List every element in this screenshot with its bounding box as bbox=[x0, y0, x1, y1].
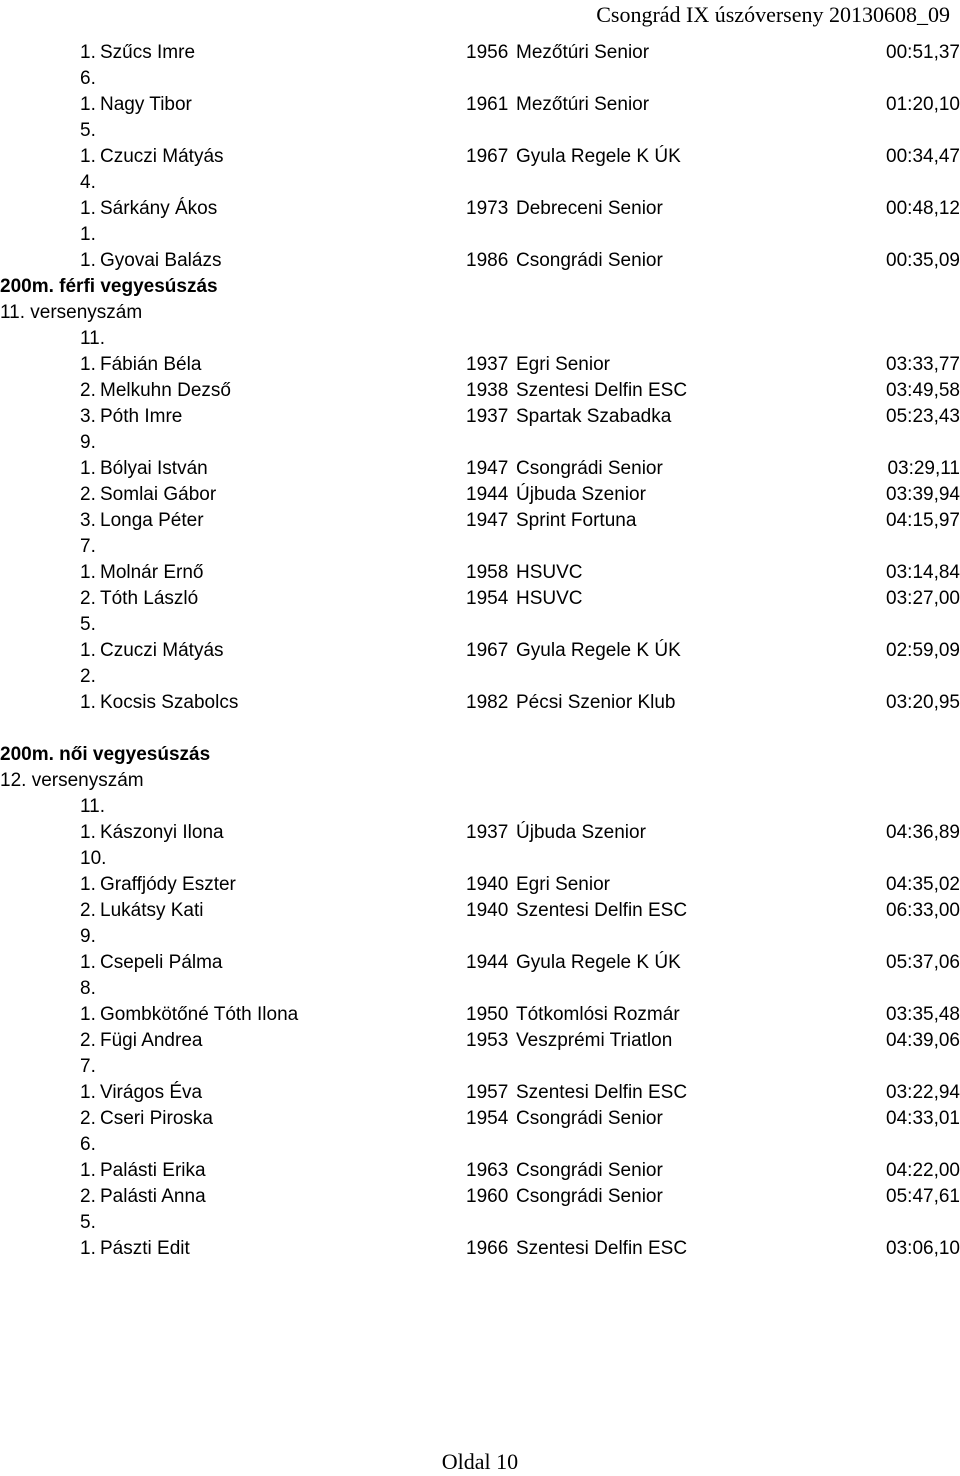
result-place: 2. bbox=[80, 1030, 96, 1051]
club-name: Egri Senior bbox=[516, 354, 610, 375]
birth-year: 1966 bbox=[466, 1238, 509, 1259]
result-row bbox=[0, 92, 960, 118]
event-number: 12. versenyszám bbox=[0, 770, 144, 791]
result-time: 00:34,47 bbox=[886, 146, 960, 167]
swimmer-name: Nagy Tibor bbox=[100, 94, 192, 115]
club-name: Pécsi Szenior Klub bbox=[516, 692, 676, 713]
result-row bbox=[0, 586, 960, 612]
age-group-row bbox=[0, 534, 960, 560]
club-name: Csongrádi Senior bbox=[516, 1186, 663, 1207]
result-time: 05:37,06 bbox=[886, 952, 960, 973]
age-group-row bbox=[0, 326, 960, 352]
swimmer-name: Sárkány Ákos bbox=[100, 198, 218, 219]
club-name: HSUVC bbox=[516, 588, 583, 609]
swimmer-name: Bólyai István bbox=[100, 458, 208, 479]
result-time: 04:15,97 bbox=[886, 510, 960, 531]
result-time: 00:35,09 bbox=[886, 250, 960, 271]
result-row bbox=[0, 690, 960, 716]
result-place: 1. bbox=[80, 354, 96, 375]
result-place: 2. bbox=[80, 484, 96, 505]
club-name: Veszprémi Triatlon bbox=[516, 1030, 673, 1051]
result-row bbox=[0, 898, 960, 924]
result-place: 1. bbox=[80, 640, 96, 661]
result-row bbox=[0, 1028, 960, 1054]
age-group-row bbox=[0, 846, 960, 872]
result-place: 3. bbox=[80, 406, 96, 427]
result-place: 1. bbox=[80, 822, 96, 843]
swimmer-name: Gyovai Balázs bbox=[100, 250, 222, 271]
club-name: Szentesi Delfin ESC bbox=[516, 1082, 688, 1103]
result-row bbox=[0, 560, 960, 586]
result-time: 03:27,00 bbox=[886, 588, 960, 609]
age-group-label: 5. bbox=[80, 1212, 96, 1233]
age-group-label: 7. bbox=[80, 1056, 96, 1077]
result-row bbox=[0, 1158, 960, 1184]
result-time: 01:20,10 bbox=[886, 94, 960, 115]
result-time: 02:59,09 bbox=[886, 640, 960, 661]
result-place: 1. bbox=[80, 1160, 96, 1181]
swimmer-name: Somlai Gábor bbox=[100, 484, 217, 505]
result-place: 2. bbox=[80, 380, 96, 401]
result-time: 03:49,58 bbox=[886, 380, 960, 401]
birth-year: 1937 bbox=[466, 822, 509, 843]
event-title: 200m. női vegyesúszás bbox=[0, 744, 211, 765]
birth-year: 1940 bbox=[466, 900, 509, 921]
birth-year: 1937 bbox=[466, 354, 509, 375]
birth-year: 1944 bbox=[466, 952, 509, 973]
result-place: 1. bbox=[80, 198, 96, 219]
age-group-row bbox=[0, 1054, 960, 1080]
result-time: 04:39,06 bbox=[886, 1030, 960, 1051]
club-name: HSUVC bbox=[516, 562, 583, 583]
result-time: 03:14,84 bbox=[886, 562, 960, 583]
result-place: 1. bbox=[80, 146, 96, 167]
club-name: Tótkomlósi Rozmár bbox=[516, 1004, 680, 1025]
result-row bbox=[0, 1184, 960, 1210]
result-row bbox=[0, 144, 960, 170]
result-place: 1. bbox=[80, 1004, 96, 1025]
event-number-row bbox=[0, 768, 960, 794]
result-time: 05:47,61 bbox=[886, 1186, 960, 1207]
result-row bbox=[0, 404, 960, 430]
result-place: 1. bbox=[80, 250, 96, 271]
result-time: 03:33,77 bbox=[886, 354, 960, 375]
result-row bbox=[0, 352, 960, 378]
club-name: Mezőtúri Senior bbox=[516, 94, 650, 115]
result-time: 05:23,43 bbox=[886, 406, 960, 427]
birth-year: 1973 bbox=[466, 198, 509, 219]
result-row bbox=[0, 196, 960, 222]
birth-year: 1953 bbox=[466, 1030, 509, 1051]
result-place: 3. bbox=[80, 510, 96, 531]
age-group-row bbox=[0, 170, 960, 196]
swimmer-name: Cseri Piroska bbox=[100, 1108, 213, 1129]
results-list bbox=[0, 40, 960, 1262]
age-group-row bbox=[0, 924, 960, 950]
club-name: Csongrádi Senior bbox=[516, 1108, 663, 1129]
result-row bbox=[0, 950, 960, 976]
swimmer-name: Graffjódy Eszter bbox=[100, 874, 236, 895]
club-name: Egri Senior bbox=[516, 874, 610, 895]
result-row bbox=[0, 872, 960, 898]
birth-year: 1954 bbox=[466, 1108, 509, 1129]
age-group-row bbox=[0, 664, 960, 690]
result-place: 1. bbox=[80, 1238, 96, 1259]
birth-year: 1961 bbox=[466, 94, 509, 115]
result-row bbox=[0, 248, 960, 274]
result-row bbox=[0, 378, 960, 404]
result-row bbox=[0, 1080, 960, 1106]
result-time: 06:33,00 bbox=[886, 900, 960, 921]
result-row bbox=[0, 1106, 960, 1132]
club-name: Gyula Regele K ÚK bbox=[516, 640, 681, 661]
age-group-label: 11. bbox=[80, 328, 106, 349]
birth-year: 1950 bbox=[466, 1004, 509, 1025]
birth-year: 1982 bbox=[466, 692, 509, 713]
birth-year: 1967 bbox=[466, 146, 509, 167]
club-name: Gyula Regele K ÚK bbox=[516, 146, 681, 167]
birth-year: 1947 bbox=[466, 458, 509, 479]
age-group-label: 10. bbox=[80, 848, 107, 869]
page-footer: Oldal 10 bbox=[441, 1449, 519, 1474]
event-number: 11. versenyszám bbox=[0, 302, 143, 323]
swimmer-name: Kászonyi Ilona bbox=[100, 822, 224, 843]
age-group-label: 5. bbox=[80, 614, 96, 635]
birth-year: 1944 bbox=[466, 484, 509, 505]
swimmer-name: Fügi Andrea bbox=[100, 1030, 203, 1051]
club-name: Csongrádi Senior bbox=[516, 250, 663, 271]
club-name: Szentesi Delfin ESC bbox=[516, 380, 688, 401]
swimmer-name: Czuczi Mátyás bbox=[100, 146, 224, 167]
age-group-label: 11. bbox=[80, 796, 106, 817]
birth-year: 1956 bbox=[466, 42, 509, 63]
result-place: 1. bbox=[80, 94, 96, 115]
result-place: 1. bbox=[80, 42, 96, 63]
result-place: 1. bbox=[80, 692, 96, 713]
swimmer-name: Gombkötőné Tóth Ilona bbox=[100, 1004, 299, 1025]
club-name: Szentesi Delfin ESC bbox=[516, 1238, 688, 1259]
birth-year: 1938 bbox=[466, 380, 509, 401]
age-group-label: 2. bbox=[80, 666, 96, 687]
result-time: 04:35,02 bbox=[886, 874, 960, 895]
result-place: 1. bbox=[80, 874, 96, 895]
spacer bbox=[0, 716, 960, 742]
result-place: 1. bbox=[80, 562, 96, 583]
result-row bbox=[0, 40, 960, 66]
age-group-row bbox=[0, 118, 960, 144]
swimmer-name: Palásti Erika bbox=[100, 1160, 206, 1181]
swimmer-name: Virágos Éva bbox=[100, 1082, 203, 1103]
club-name: Sprint Fortuna bbox=[516, 510, 637, 531]
age-group-label: 8. bbox=[80, 978, 96, 999]
club-name: Csongrádi Senior bbox=[516, 1160, 663, 1181]
swimmer-name: Pászti Edit bbox=[100, 1238, 190, 1259]
age-group-row bbox=[0, 1210, 960, 1236]
birth-year: 1947 bbox=[466, 510, 509, 531]
result-row bbox=[0, 1236, 960, 1262]
result-time: 04:36,89 bbox=[886, 822, 960, 843]
swimmer-name: Szűcs Imre bbox=[100, 42, 196, 63]
result-time: 04:33,01 bbox=[886, 1108, 960, 1129]
result-place: 1. bbox=[80, 952, 96, 973]
birth-year: 1967 bbox=[466, 640, 509, 661]
result-time: 03:39,94 bbox=[886, 484, 960, 505]
result-row bbox=[0, 820, 960, 846]
event-number-row bbox=[0, 300, 960, 326]
result-time: 03:29,11 bbox=[887, 458, 960, 479]
club-name: Csongrádi Senior bbox=[516, 458, 663, 479]
age-group-label: 6. bbox=[80, 68, 96, 89]
result-place: 2. bbox=[80, 1186, 96, 1207]
swimmer-name: Lukátsy Kati bbox=[100, 900, 204, 921]
result-row bbox=[0, 456, 960, 482]
result-time: 00:51,37 bbox=[886, 42, 960, 63]
age-group-row bbox=[0, 976, 960, 1002]
birth-year: 1940 bbox=[466, 874, 509, 895]
result-time: 03:06,10 bbox=[886, 1238, 960, 1259]
swimmer-name: Palásti Anna bbox=[100, 1186, 206, 1207]
swimmer-name: Molnár Ernő bbox=[100, 562, 204, 583]
age-group-row bbox=[0, 1132, 960, 1158]
age-group-label: 7. bbox=[80, 536, 96, 557]
swimmer-name: Melkuhn Dezső bbox=[100, 380, 231, 401]
club-name: Újbuda Szenior bbox=[516, 484, 646, 505]
club-name: Szentesi Delfin ESC bbox=[516, 900, 688, 921]
result-row bbox=[0, 1002, 960, 1028]
swimmer-name: Tóth László bbox=[100, 588, 199, 609]
age-group-label: 9. bbox=[80, 926, 96, 947]
result-place: 1. bbox=[80, 1082, 96, 1103]
club-name: Újbuda Szenior bbox=[516, 822, 646, 843]
event-title-row bbox=[0, 274, 960, 300]
age-group-label: 5. bbox=[80, 120, 96, 141]
result-time: 03:22,94 bbox=[886, 1082, 960, 1103]
age-group-label: 1. bbox=[80, 224, 96, 245]
result-time: 03:20,95 bbox=[886, 692, 960, 713]
swimmer-name: Czuczi Mátyás bbox=[100, 640, 224, 661]
club-name: Gyula Regele K ÚK bbox=[516, 952, 681, 973]
age-group-row bbox=[0, 794, 960, 820]
age-group-label: 6. bbox=[80, 1134, 96, 1155]
result-row bbox=[0, 508, 960, 534]
age-group-row bbox=[0, 222, 960, 248]
club-name: Debreceni Senior bbox=[516, 198, 663, 219]
birth-year: 1957 bbox=[466, 1082, 509, 1103]
swimmer-name: Csepeli Pálma bbox=[100, 952, 223, 973]
result-place: 2. bbox=[80, 900, 96, 921]
result-time: 03:35,48 bbox=[886, 1004, 960, 1025]
age-group-label: 9. bbox=[80, 432, 96, 453]
club-name: Mezőtúri Senior bbox=[516, 42, 650, 63]
result-time: 04:22,00 bbox=[886, 1160, 960, 1181]
club-name: Spartak Szabadka bbox=[516, 406, 672, 427]
result-time: 00:48,12 bbox=[886, 198, 960, 219]
birth-year: 1954 bbox=[466, 588, 509, 609]
swimmer-name: Fábián Béla bbox=[100, 354, 202, 375]
result-place: 2. bbox=[80, 588, 96, 609]
birth-year: 1963 bbox=[466, 1160, 509, 1181]
swimmer-name: Kocsis Szabolcs bbox=[100, 692, 239, 713]
result-place: 2. bbox=[80, 1108, 96, 1129]
birth-year: 1986 bbox=[466, 250, 509, 271]
event-title-row bbox=[0, 742, 960, 768]
birth-year: 1937 bbox=[466, 406, 509, 427]
birth-year: 1960 bbox=[466, 1186, 509, 1207]
result-place: 1. bbox=[80, 458, 96, 479]
swimmer-name: Longa Péter bbox=[100, 510, 204, 531]
birth-year: 1958 bbox=[466, 562, 509, 583]
page-header: Csongrád IX úszóverseny 20130608_09 bbox=[596, 2, 950, 27]
age-group-label: 4. bbox=[80, 172, 96, 193]
age-group-row bbox=[0, 430, 960, 456]
event-title: 200m. férfi vegyesúszás bbox=[0, 276, 218, 297]
swimmer-name: Póth Imre bbox=[100, 406, 183, 427]
result-row bbox=[0, 482, 960, 508]
age-group-row bbox=[0, 66, 960, 92]
age-group-row bbox=[0, 612, 960, 638]
result-row bbox=[0, 638, 960, 664]
